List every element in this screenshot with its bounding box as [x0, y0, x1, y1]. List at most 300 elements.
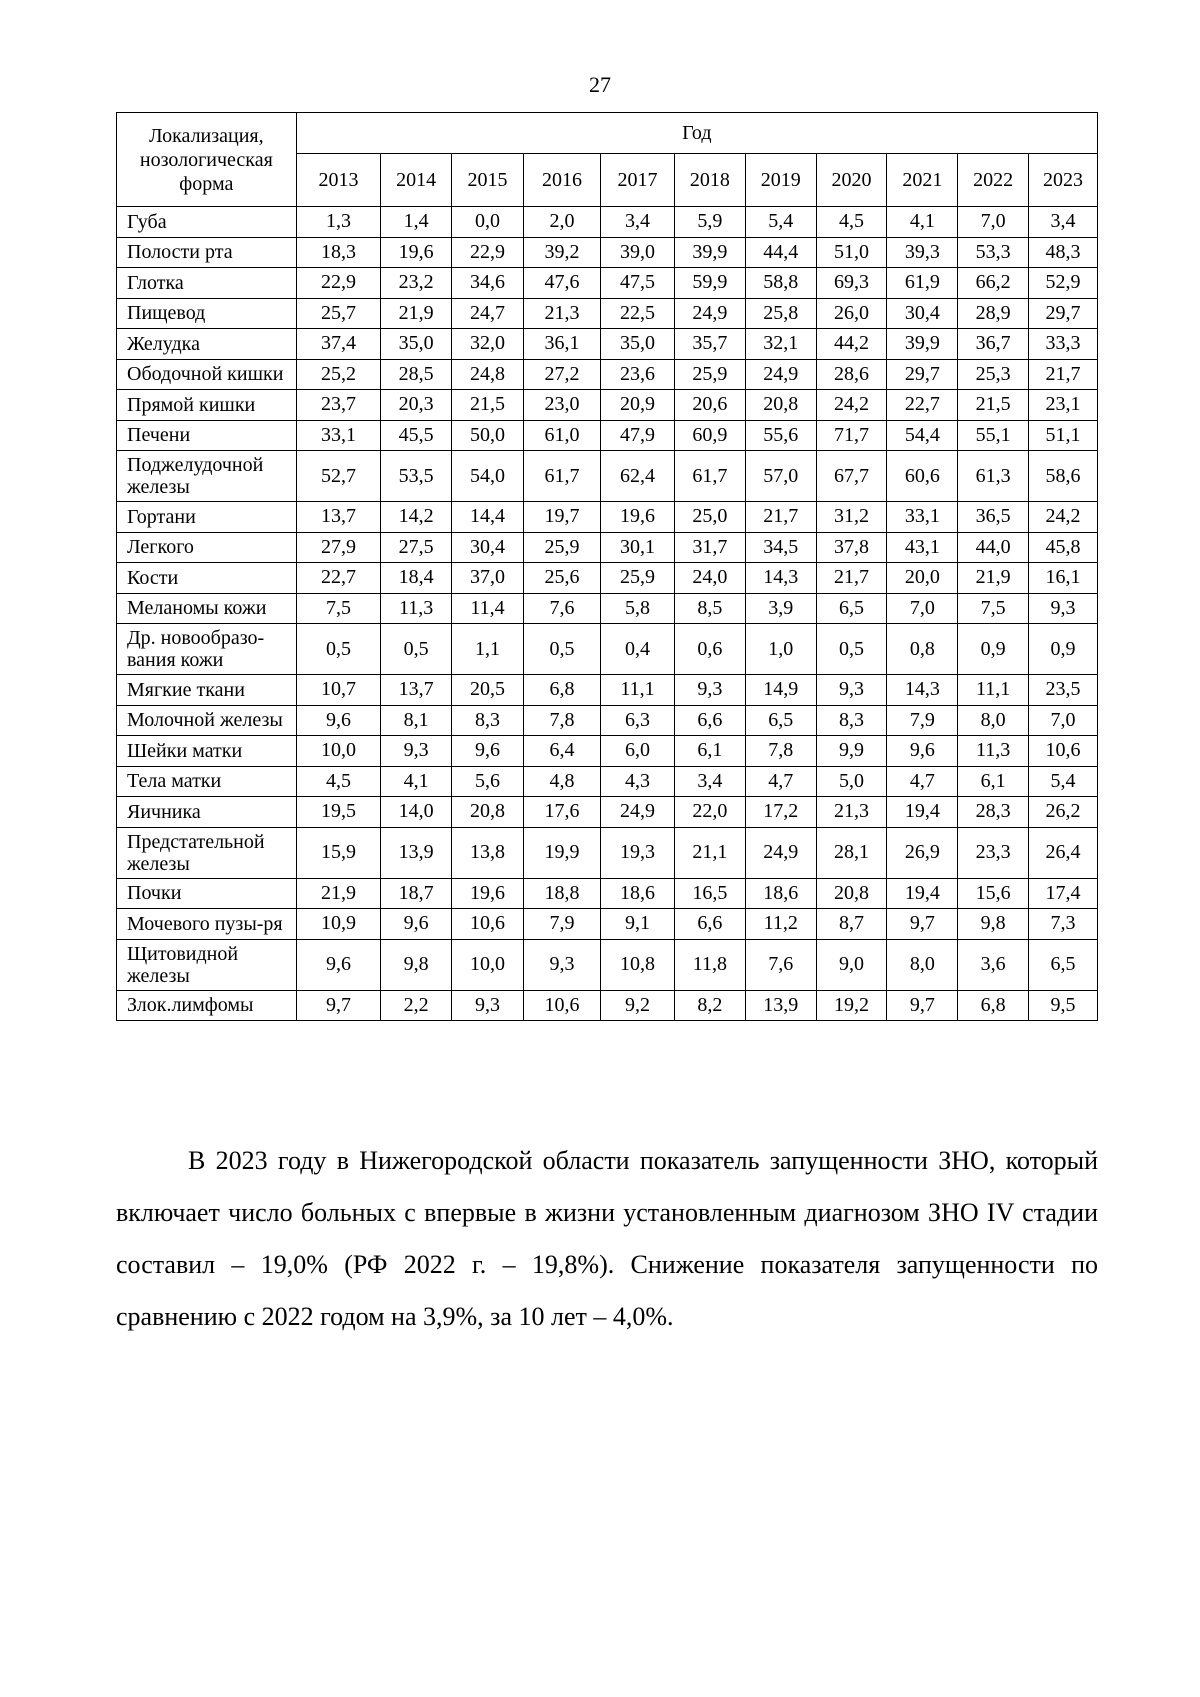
table-row [117, 298, 1098, 329]
value-cell: 3,4 [1029, 207, 1098, 238]
value-cell: 4,3 [601, 766, 675, 797]
incidence-table [116, 112, 1098, 1021]
value-cell: 7,0 [1029, 705, 1098, 736]
value-cell: 8,2 [675, 990, 746, 1021]
value-cell: 28,1 [816, 827, 887, 878]
value-cell: 19,7 [523, 502, 600, 533]
value-cell: 28,5 [381, 359, 452, 390]
value-cell: 8,1 [381, 705, 452, 736]
value-cell: 1,1 [452, 624, 524, 675]
table-row [117, 827, 1098, 878]
value-cell: 22,9 [296, 268, 381, 299]
year-header-cell: 2020 [816, 154, 887, 207]
value-cell: 7,0 [887, 593, 958, 624]
value-cell: 5,9 [675, 207, 746, 238]
value-cell: 9,6 [296, 939, 381, 990]
value-cell: 39,2 [523, 237, 600, 268]
row-label: Полости рта [117, 237, 297, 268]
value-cell: 9,3 [675, 675, 746, 706]
value-cell: 24,9 [601, 797, 675, 828]
value-cell: 6,5 [745, 705, 816, 736]
value-cell: 9,3 [381, 736, 452, 767]
table-row [117, 420, 1098, 451]
value-cell: 5,4 [745, 207, 816, 238]
value-cell: 0,9 [958, 624, 1029, 675]
value-cell: 7,5 [958, 593, 1029, 624]
value-cell: 7,5 [296, 593, 381, 624]
value-cell: 31,7 [675, 532, 746, 563]
value-cell: 24,9 [675, 298, 746, 329]
value-cell: 9,3 [452, 990, 524, 1021]
value-cell: 7,3 [1029, 909, 1098, 940]
value-cell: 1,4 [381, 207, 452, 238]
value-cell: 19,4 [887, 878, 958, 909]
value-cell: 61,7 [523, 451, 600, 502]
year-header-cell: 2023 [1029, 154, 1098, 207]
year-header-cell: 2022 [958, 154, 1029, 207]
value-cell: 24,7 [452, 298, 524, 329]
value-cell: 9,5 [1029, 990, 1098, 1021]
value-cell: 11,4 [452, 593, 524, 624]
value-cell: 26,9 [887, 827, 958, 878]
value-cell: 15,6 [958, 878, 1029, 909]
value-cell: 58,8 [745, 268, 816, 299]
table-row [117, 593, 1098, 624]
value-cell: 14,3 [887, 675, 958, 706]
value-cell: 61,9 [887, 268, 958, 299]
value-cell: 51,1 [1029, 420, 1098, 451]
value-cell: 34,6 [452, 268, 524, 299]
value-cell: 33,1 [887, 502, 958, 533]
value-cell: 4,8 [523, 766, 600, 797]
value-cell: 60,6 [887, 451, 958, 502]
row-label: Гортани [117, 502, 297, 533]
value-cell: 25,7 [296, 298, 381, 329]
value-cell: 25,6 [523, 563, 600, 594]
value-cell: 8,7 [816, 909, 887, 940]
row-label: Щитовидной железы [117, 939, 297, 990]
value-cell: 23,7 [296, 390, 381, 421]
row-label: Печени [117, 420, 297, 451]
value-cell: 6,0 [601, 736, 675, 767]
value-cell: 3,4 [675, 766, 746, 797]
value-cell: 27,2 [523, 359, 600, 390]
value-cell: 18,7 [381, 878, 452, 909]
value-cell: 2,0 [523, 207, 600, 238]
value-cell: 28,9 [958, 298, 1029, 329]
value-cell: 3,9 [745, 593, 816, 624]
value-cell: 67,7 [816, 451, 887, 502]
value-cell: 0,8 [887, 624, 958, 675]
value-cell: 9,1 [601, 909, 675, 940]
row-label: Желудка [117, 329, 297, 360]
value-cell: 37,8 [816, 532, 887, 563]
page-number: 27 [589, 72, 611, 97]
row-label: Мягкие ткани [117, 675, 297, 706]
row-label: Предстательной железы [117, 827, 297, 878]
value-cell: 7,6 [745, 939, 816, 990]
value-cell: 18,6 [745, 878, 816, 909]
value-cell: 54,0 [452, 451, 524, 502]
value-cell: 8,5 [675, 593, 746, 624]
value-cell: 0,9 [1029, 624, 1098, 675]
value-cell: 52,9 [1029, 268, 1098, 299]
value-cell: 13,8 [452, 827, 524, 878]
value-cell: 47,6 [523, 268, 600, 299]
table-row [117, 990, 1098, 1021]
value-cell: 9,6 [381, 909, 452, 940]
value-cell: 19,9 [523, 827, 600, 878]
value-cell: 7,9 [887, 705, 958, 736]
value-cell: 19,4 [887, 797, 958, 828]
value-cell: 9,3 [1029, 593, 1098, 624]
value-cell: 21,9 [381, 298, 452, 329]
value-cell: 26,0 [816, 298, 887, 329]
table-row [117, 390, 1098, 421]
value-cell: 3,6 [958, 939, 1029, 990]
value-cell: 9,8 [958, 909, 1029, 940]
value-cell: 37,0 [452, 563, 524, 594]
value-cell: 36,5 [958, 502, 1029, 533]
table-row [117, 675, 1098, 706]
year-header-cell: 2015 [452, 154, 524, 207]
value-cell: 10,6 [1029, 736, 1098, 767]
value-cell: 5,0 [816, 766, 887, 797]
year-header-cell: 2014 [381, 154, 452, 207]
value-cell: 0,5 [296, 624, 381, 675]
value-cell: 24,8 [452, 359, 524, 390]
value-cell: 2,2 [381, 990, 452, 1021]
value-cell: 58,6 [1029, 451, 1098, 502]
table-row [117, 736, 1098, 767]
value-cell: 25,2 [296, 359, 381, 390]
row-label: Шейки матки [117, 736, 297, 767]
year-header-cell: 2013 [296, 154, 381, 207]
value-cell: 16,1 [1029, 563, 1098, 594]
value-cell: 8,0 [887, 939, 958, 990]
value-cell: 69,3 [816, 268, 887, 299]
value-cell: 62,4 [601, 451, 675, 502]
value-cell: 39,3 [887, 237, 958, 268]
row-label: Меланомы кожи [117, 593, 297, 624]
table-row [117, 705, 1098, 736]
value-cell: 10,9 [296, 909, 381, 940]
value-cell: 39,9 [887, 329, 958, 360]
value-cell: 53,5 [381, 451, 452, 502]
table-row [117, 207, 1098, 238]
value-cell: 27,9 [296, 532, 381, 563]
value-cell: 5,8 [601, 593, 675, 624]
row-label: Легкого [117, 532, 297, 563]
value-cell: 14,2 [381, 502, 452, 533]
value-cell: 39,0 [601, 237, 675, 268]
value-cell: 52,7 [296, 451, 381, 502]
value-cell: 9,0 [816, 939, 887, 990]
value-cell: 23,6 [601, 359, 675, 390]
value-cell: 24,9 [745, 359, 816, 390]
value-cell: 1,3 [296, 207, 381, 238]
value-cell: 24,9 [745, 827, 816, 878]
value-cell: 9,7 [296, 990, 381, 1021]
value-cell: 6,5 [1029, 939, 1098, 990]
value-cell: 22,7 [887, 390, 958, 421]
value-cell: 35,0 [381, 329, 452, 360]
table-row [117, 329, 1098, 360]
value-cell: 18,4 [381, 563, 452, 594]
value-cell: 35,0 [601, 329, 675, 360]
value-cell: 23,5 [1029, 675, 1098, 706]
value-cell: 32,1 [745, 329, 816, 360]
value-cell: 13,7 [381, 675, 452, 706]
value-cell: 6,6 [675, 705, 746, 736]
value-cell: 31,2 [816, 502, 887, 533]
value-cell: 5,4 [1029, 766, 1098, 797]
year-group-header: Год [296, 113, 1097, 154]
year-header-cell: 2016 [523, 154, 600, 207]
value-cell: 19,6 [601, 502, 675, 533]
value-cell: 14,4 [452, 502, 524, 533]
table-row [117, 878, 1098, 909]
value-cell: 14,0 [381, 797, 452, 828]
value-cell: 21,7 [745, 502, 816, 533]
row-label: Поджелудочной железы [117, 451, 297, 502]
value-cell: 6,6 [675, 909, 746, 940]
value-cell: 6,1 [675, 736, 746, 767]
value-cell: 30,1 [601, 532, 675, 563]
value-cell: 47,9 [601, 420, 675, 451]
value-cell: 45,8 [1029, 532, 1098, 563]
table-row [117, 268, 1098, 299]
value-cell: 44,4 [745, 237, 816, 268]
table-row [117, 359, 1098, 390]
value-cell: 11,8 [675, 939, 746, 990]
value-cell: 33,3 [1029, 329, 1098, 360]
value-cell: 11,3 [381, 593, 452, 624]
value-cell: 26,4 [1029, 827, 1098, 878]
value-cell: 28,6 [816, 359, 887, 390]
value-cell: 9,7 [887, 909, 958, 940]
value-cell: 23,1 [1029, 390, 1098, 421]
value-cell: 61,3 [958, 451, 1029, 502]
value-cell: 9,3 [523, 939, 600, 990]
value-cell: 10,8 [601, 939, 675, 990]
value-cell: 9,2 [601, 990, 675, 1021]
value-cell: 7,9 [523, 909, 600, 940]
body-paragraph: В 2023 году в Нижегородской области показатель запущенности ЗНО, который включает число больных с впервые в жизни установленным диагнозом ЗНО IV стадии составил – 19,0% (РФ 2022 г. – 19,8%). Снижение показателя запущенности по сравнению с 2022 годом на 3,9%, за 10 лет – 4,0%. [116, 1146, 1098, 1331]
value-cell: 13,9 [381, 827, 452, 878]
row-label: Кости [117, 563, 297, 594]
value-cell: 27,5 [381, 532, 452, 563]
value-cell: 25,9 [523, 532, 600, 563]
value-cell: 28,3 [958, 797, 1029, 828]
table-row [117, 624, 1098, 675]
table-body [117, 207, 1098, 1021]
value-cell: 45,5 [381, 420, 452, 451]
value-cell: 50,0 [452, 420, 524, 451]
value-cell: 7,6 [523, 593, 600, 624]
value-cell: 20,5 [452, 675, 524, 706]
value-cell: 20,3 [381, 390, 452, 421]
value-cell: 33,1 [296, 420, 381, 451]
value-cell: 20,8 [816, 878, 887, 909]
value-cell: 24,0 [675, 563, 746, 594]
value-cell: 21,3 [523, 298, 600, 329]
value-cell: 25,9 [601, 563, 675, 594]
value-cell: 6,1 [958, 766, 1029, 797]
value-cell: 0,6 [675, 624, 746, 675]
value-cell: 19,6 [452, 878, 524, 909]
value-cell: 13,7 [296, 502, 381, 533]
value-cell: 7,8 [745, 736, 816, 767]
value-cell: 9,6 [887, 736, 958, 767]
value-cell: 54,4 [887, 420, 958, 451]
value-cell: 3,4 [601, 207, 675, 238]
value-cell: 9,6 [452, 736, 524, 767]
value-cell: 61,0 [523, 420, 600, 451]
value-cell: 25,9 [675, 359, 746, 390]
row-label: Ободочной кишки [117, 359, 297, 390]
year-header-cell: 2021 [887, 154, 958, 207]
value-cell: 23,2 [381, 268, 452, 299]
value-cell: 6,5 [816, 593, 887, 624]
value-cell: 34,5 [745, 532, 816, 563]
value-cell: 7,0 [958, 207, 1029, 238]
row-label: Пищевод [117, 298, 297, 329]
value-cell: 10,6 [452, 909, 524, 940]
value-cell: 37,4 [296, 329, 381, 360]
table-row [117, 451, 1098, 502]
value-cell: 39,9 [675, 237, 746, 268]
table-row [117, 909, 1098, 940]
value-cell: 4,5 [816, 207, 887, 238]
value-cell: 22,9 [452, 237, 524, 268]
value-cell: 4,1 [381, 766, 452, 797]
value-cell: 21,9 [296, 878, 381, 909]
value-cell: 61,7 [675, 451, 746, 502]
row-label: Злок.лимфомы [117, 990, 297, 1021]
value-cell: 20,9 [601, 390, 675, 421]
value-cell: 8,3 [452, 705, 524, 736]
row-label: Губа [117, 207, 297, 238]
table-row [117, 237, 1098, 268]
value-cell: 7,8 [523, 705, 600, 736]
value-cell: 55,6 [745, 420, 816, 451]
value-cell: 1,0 [745, 624, 816, 675]
row-label: Почки [117, 878, 297, 909]
value-cell: 0,5 [523, 624, 600, 675]
value-cell: 26,2 [1029, 797, 1098, 828]
value-cell: 5,6 [452, 766, 524, 797]
value-cell: 4,1 [887, 207, 958, 238]
value-cell: 10,0 [452, 939, 524, 990]
value-cell: 22,7 [296, 563, 381, 594]
table-row [117, 563, 1098, 594]
value-cell: 0,5 [816, 624, 887, 675]
value-cell: 23,0 [523, 390, 600, 421]
value-cell: 21,9 [958, 563, 1029, 594]
value-cell: 4,7 [745, 766, 816, 797]
row-label: Яичника [117, 797, 297, 828]
value-cell: 13,9 [745, 990, 816, 1021]
value-cell: 71,7 [816, 420, 887, 451]
value-cell: 51,0 [816, 237, 887, 268]
value-cell: 43,1 [887, 532, 958, 563]
value-cell: 20,6 [675, 390, 746, 421]
row-label: Мочевого пузы-ря [117, 909, 297, 940]
value-cell: 25,3 [958, 359, 1029, 390]
value-cell: 66,2 [958, 268, 1029, 299]
value-cell: 53,3 [958, 237, 1029, 268]
value-cell: 35,7 [675, 329, 746, 360]
value-cell: 25,0 [675, 502, 746, 533]
value-cell: 18,6 [601, 878, 675, 909]
value-cell: 21,3 [816, 797, 887, 828]
value-cell: 11,1 [958, 675, 1029, 706]
value-cell: 17,2 [745, 797, 816, 828]
table-row [117, 939, 1098, 990]
value-cell: 17,4 [1029, 878, 1098, 909]
value-cell: 21,1 [675, 827, 746, 878]
value-cell: 16,5 [675, 878, 746, 909]
value-cell: 9,3 [816, 675, 887, 706]
value-cell: 6,3 [601, 705, 675, 736]
value-cell: 6,4 [523, 736, 600, 767]
value-cell: 20,8 [745, 390, 816, 421]
value-cell: 14,9 [745, 675, 816, 706]
value-cell: 36,7 [958, 329, 1029, 360]
value-cell: 20,0 [887, 563, 958, 594]
value-cell: 19,6 [381, 237, 452, 268]
value-cell: 18,3 [296, 237, 381, 268]
value-cell: 6,8 [958, 990, 1029, 1021]
value-cell: 44,0 [958, 532, 1029, 563]
value-cell: 24,2 [1029, 502, 1098, 533]
value-cell: 23,3 [958, 827, 1029, 878]
table-row [117, 502, 1098, 533]
value-cell: 10,0 [296, 736, 381, 767]
value-cell: 21,7 [1029, 359, 1098, 390]
value-cell: 9,8 [381, 939, 452, 990]
row-label: Глотка [117, 268, 297, 299]
year-header-cell: 2018 [675, 154, 746, 207]
value-cell: 36,1 [523, 329, 600, 360]
value-cell: 19,2 [816, 990, 887, 1021]
value-cell: 21,5 [452, 390, 524, 421]
value-cell: 4,7 [887, 766, 958, 797]
table-row [117, 532, 1098, 563]
value-cell: 59,9 [675, 268, 746, 299]
value-cell: 21,5 [958, 390, 1029, 421]
value-cell: 11,3 [958, 736, 1029, 767]
value-cell: 21,7 [816, 563, 887, 594]
value-cell: 11,2 [745, 909, 816, 940]
value-cell: 9,9 [816, 736, 887, 767]
value-cell: 22,5 [601, 298, 675, 329]
value-cell: 9,6 [296, 705, 381, 736]
value-cell: 9,7 [887, 990, 958, 1021]
value-cell: 10,7 [296, 675, 381, 706]
row-label: Тела матки [117, 766, 297, 797]
value-cell: 10,6 [523, 990, 600, 1021]
row-label: Прямой кишки [117, 390, 297, 421]
value-cell: 6,8 [523, 675, 600, 706]
value-cell: 32,0 [452, 329, 524, 360]
value-cell: 0,5 [381, 624, 452, 675]
value-cell: 19,5 [296, 797, 381, 828]
value-cell: 18,8 [523, 878, 600, 909]
row-label: Молочной железы [117, 705, 297, 736]
value-cell: 29,7 [1029, 298, 1098, 329]
